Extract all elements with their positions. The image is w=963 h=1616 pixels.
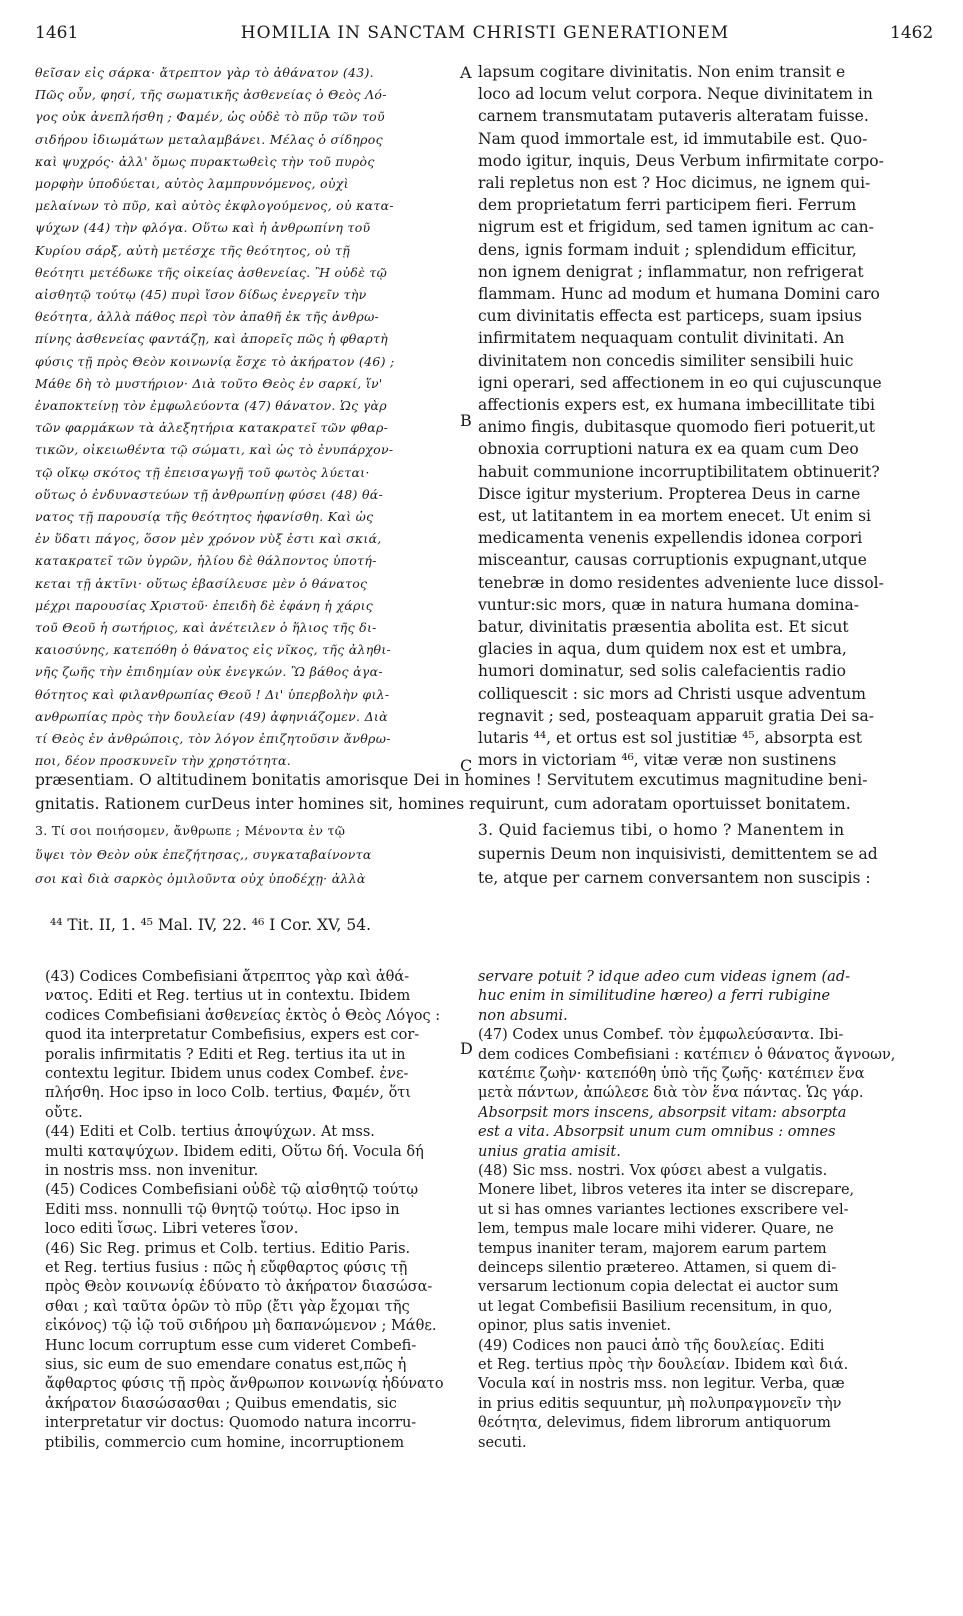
latin-text-line: animo fingis, dubitasque quomodo fieri potuerit,ut [478,418,875,437]
latin-text-line: colliquescit : sic mors ad Christi usque adventum [478,684,866,703]
greek-text-line: θεότητι μετέδωκε τῆς οἰκείας ἀσθενείας. Ἢ οὐδὲ τῷ [35,264,388,280]
latin-text-line: dem proprietatum ferri participem fieri. Ferrum [478,196,857,215]
margin-marker-b: B [460,411,472,430]
footnote-line: multi καταψύχων. Ibidem editi, Οὕτω δή. Vocula δή [45,1143,424,1160]
latin-text-line: regnavit ; sed, posteaquam apparuit gratia Dei sa- [478,706,874,725]
latin-text-line: carnem transmutatam putaveris alteratam fuisse. [478,107,869,126]
greek-text-line: νατος τῇ παρουσίᾳ τῆς θεότητος ἠφανίσθη. Καὶ ὡς [35,509,374,524]
greek-text-line: Κυρίου σάρξ, αὐτὴ μετέσχε τῆς θεότητος, οὐ τῇ [35,242,351,258]
footnote-line: loco editi ἴσως. Libri veteres ἴσον. [45,1221,299,1238]
latin-text-line: loco ad locum velut corpora. Neque divinitatem in [478,85,873,104]
latin-text-line: divinitatem non concedis similiter sensibili huic [478,351,854,370]
footnote-line: tempus inaniter teram, majorem earum partem [478,1240,827,1257]
latin-text-line: dens, ignis formam induit ; splendidum efficitur, [478,240,857,259]
footnote-line: servare potuit ? idque adeo cum videas ignem (ad- [478,969,851,985]
greek-text-line: μελαίνων τὸ πῦρ, καὶ αὐτὸς ἐκφλογούμενος, οὐ κατα- [35,198,394,214]
greek-text-line: θεῖσαν εἰς σάρκα· ἄτρεπτον γὰρ τὸ ἀθάνατον (43). [35,65,374,80]
greek-text-line: φύσις τῇ πρὸς Θεὸν κοινωνίᾳ ἔσχε τὸ ἀκήρατον (46) ; [35,353,395,369]
latin-text-line: Nam quod immortale est, id immutabile est. Quo- [478,129,868,148]
footnote-line: quod ita interpretatur Combefisius, expers est cor- [45,1027,420,1044]
running-title: HOMILIA IN SANCTAM CHRISTI GENERATIONEM [240,23,730,43]
section-3-latin: te, atque per carnem conversantem non suscipis : [478,869,871,887]
greek-text-line: τικῶν, οἰκειωθέντα τῷ σώματι, καὶ ὡς τὸ ἐνυπάρχον- [35,442,394,458]
footnote-line: Monere libet, libros veteres ita inter se discrepare, [478,1182,855,1199]
footnote-line: σθαι ; καὶ ταῦτα ὁρῶν τὸ πῦρ (ἔτι γὰρ ἔχομαι τῆς [45,1298,410,1315]
page-number-left: 1461 [35,23,79,43]
footnote-line: (48) Sic mss. nostri. Vox φύσει abest a vulgatis. [478,1163,828,1179]
latin-text-line: flammam. Hunc ad modum et humana Domini caro [478,285,880,303]
footnote-line: Editi mss. nonnulli τῷ θνητῷ τούτῳ. Hoc ipso in [45,1201,400,1218]
footnote-line: contextu legitur. Ibidem unus codex Combef. ἐνε- [45,1066,409,1082]
greek-text-line: μέχρι παρουσίας Χριστοῦ· ἐπειδὴ δὲ ἐφάνη ἡ χάρις [35,597,374,613]
section-3-greek: 3. Τί σοι ποιήσομεν, ἄνθρωπε ; Μένοντα ἐν τῷ [35,823,346,838]
footnote-line: Vocula καί in nostris mss. non legitur. Verba, quæ [478,1376,845,1393]
latin-text-line: affectionis expers est, ex humana imbecillitate tibi [478,396,875,414]
latin-text-line: igni operari, sed affectionem in eo qui cujuscunque [478,373,882,392]
greek-text-line: ανθρωπίας πρὸς τὴν δουλείαν (49) ἀφηνιάζομεν. Διὰ [35,708,388,724]
footnote-line: et Reg. tertius fusius : πῶς ἡ εὔφθαρτος φύσις τῇ [45,1260,408,1276]
greek-text-line: σιδήρου ἰδιωμάτων μεταλαμβάνει. Μέλας ὁ σίδηρος [35,131,383,147]
greek-text-line: θεότητα, ἀλλὰ πάθος περὶ τὸν ἀπαθῆ ἐκ τῆς ἀνθρω- [35,309,380,325]
footnote-line: dem codices Combefisiani : κατέπιεν ὁ θάνατος ἄγνοων, [478,1046,896,1063]
latin-text-line: rali repletus non est ? Hoc dicimus, ne ignem qui- [478,174,871,192]
footnote-line: Absorpsit mors inscens, absorpsit vitam: absorpta [478,1104,847,1121]
footnote-line: μετὰ πάντων, ἀπώλεσε διὰ τὸν ἕνα πάντας. Ὡς γάρ. [478,1085,864,1102]
section-3-latin: 3. Quid faciemus tibi, o homo ? Manentem in [478,821,845,839]
greek-text-line: οὕτως ὁ ἐνδυναστεύων τῇ ἀνθρωπίνῃ φύσει (48) θά- [35,486,384,502]
footnote-line: (44) Editi et Colb. tertius ἀποψύχων. At mss. [45,1124,375,1141]
latin-text-line: batur, divinitatis præsentia abolita est. Et sicut [478,618,849,636]
footnote-line: codices Combefisiani ἀσθενείας ἐκτὸς ὁ Θεὸς Λόγος : [45,1007,441,1024]
greek-text-line: πίνης ἀσθενείας φαντάζῃ, καὶ ἀπορεῖς πῶς ἡ φθαρτὴ [35,331,389,347]
latin-text-line: modo igitur, inquis, Deus Verbum infirmitate corpo- [478,151,884,170]
latin-text-line: Disce igitur mysterium. Propterea Deus in carne [478,484,861,503]
footnote-line: κατέπιε ζωὴν· κατεπόθη ὑπὸ τῆς ζωῆς· κατέπιεν ἕνα [478,1066,865,1082]
latin-text-line: non ignem denigrat ; inflammatur, non refrigerat [478,262,864,281]
greek-text-line: ψύχων (44) τὴν φλόγα. Οὕτω καὶ ἡ ἀνθρωπίνη τοῦ [35,220,371,236]
page-number-right: 1462 [890,23,934,43]
greek-text-line: Μάθε δὴ τὸ μυστήριον· Διὰ τοῦτο Θεὸς ἐν σαρκί, ἵν' [35,375,383,391]
greek-text-line: γος οὐκ ἀνεπλήσθη ; Φαμέν, ὡς οὐδὲ τὸ πῦρ τῶν τοῦ [35,109,385,125]
latin-text-line: glacies in aqua, dum quidem nox est et umbra, [478,640,847,659]
greek-text-line: τοῦ Θεοῦ ἡ σωτήριος, καὶ ἀνέτειλεν ὁ ἥλιος τῆς δι- [35,620,377,635]
footnote-line: poralis infirmitatis ? Editi et Reg. tertius ita ut in [45,1046,406,1063]
latin-text-line: medicamenta venenis expellendis idonea corpori [478,529,863,548]
footnote-line: οὔτε. [45,1104,83,1121]
latin-text-line: obnoxia corruptioni natura ex ea quam cum Deo [478,440,859,459]
margin-marker-d: D [460,1039,473,1058]
latin-text-line: misceantur, causas corruptionis expugnant,utque [478,551,867,570]
greek-text-line: τί Θεὸς ἐν ἀνθρώποις, τὸν λόγον ἐπιζητοῦσιν ἄνθρω- [35,731,391,746]
latin-text-line: mors in victoriam ⁴⁶, vitæ veræ non sustinens [478,751,837,770]
latin-text-line: cum divinitatis effecta est particeps, suam ipsius [478,307,862,326]
section-3-greek: ὕψει τὸν Θεὸν οὐκ ἐπεζήτησας,, συγκαταβαίνοντα [35,847,372,862]
greek-text-line: ἐναποκτείνῃ τὸν ἐμφωλεύοντα (47) θάνατον. Ὡς γὰρ [35,398,387,413]
latin-text-line: est, ut latitantem in ea mortem enecet. Ut enim si [478,507,872,525]
greek-text-line: θότητος καὶ φιλανθρωπίας Θεοῦ ! Δι' ὑπερβολὴν φιλ- [35,686,390,702]
footnote-line: versarum lectionum copia delectat ei auctor sum [478,1279,839,1296]
greek-text-line: τῷ οἴκῳ σκότος τῇ ἐπεισαγωγῇ τοῦ φωτὸς λύεται· [35,464,370,480]
footnote-line: lem, tempus male locare mihi viderer. Quare, ne [478,1221,834,1238]
greek-text-line: μορφὴν ὑποδύεται, αὐτὸς λαμπρυνόμενος, οὐχὶ [35,176,349,191]
footnote-line: unius gratia amisit. [478,1143,621,1160]
footnote-line: in prius editis sequuntur, μὴ πολυπραγμονεῖν τὴν [478,1395,842,1412]
margin-marker-a: A [460,63,472,82]
greek-text-line: ποι, δέον προσκυνεῖν τὴν χρηστότητα. [35,753,292,769]
footnote-line: πρὸς Θεὸν κοινωνίᾳ ἐδύνατο τὸ ἀκήρατον διασώσα- [45,1279,433,1296]
greek-text-line: τῶν φαρμάκων τὰ ἀλεξητήρια κατακρατεῖ τῶν φθαρ- [35,420,389,436]
footnote-line: interpretatur vir doctus: Quomodo natura incorru- [45,1415,417,1432]
footnote-line: non absumi. [478,1007,568,1024]
margin-marker-c: C [460,756,473,775]
full-width-line: gnitatis. Rationem curDeus inter homines sit, homines requirunt, cum adoratam oportuisset bonitatem. [35,795,851,813]
latin-text-line: infirmitatem nequaquam contulit divinitati. An [478,329,845,348]
footnote-line: εἰκόνος) τῷ ἰῷ τοῦ σιδήρου μὴ δαπανώμενον ; Μάθε. [45,1318,437,1335]
footnote-line: huc enim in similitudine hæreo) a ferri rubigine [478,988,831,1005]
footnote-line: Hunc locum corruptum esse cum videret Combefi- [45,1337,417,1354]
greek-text-line: καὶ ψυχρός· ἀλλ' ὅμως πυρακτωθεὶς τὴν τοῦ πυρὸς [35,153,375,169]
footnote-line: (46) Sic Reg. primus et Colb. tertius. Editio Paris. [45,1240,411,1257]
latin-text-line: vuntur:sic mors, quæ in natura humana domina- [478,595,860,614]
footnote-line: ut si has omnes variantes lectiones exscribere vel- [478,1201,849,1218]
footnote-line: ἄφθαρτος φύσις τῇ πρὸς ἄνθρωπον κοινωνίᾳ ἠδύνατο [45,1376,444,1393]
latin-text-line: habuit communione incorruptibilitatem obtinuerit? [478,462,880,481]
greek-text-line: κεται τῇ ἀκτῖνι· οὕτως ἐβασίλευσε μὲν ὁ θάνατος [35,575,368,591]
footnote-line: θεότητα, delevimus, fidem librorum antiquorum [478,1415,831,1432]
footnote-line: et Reg. tertius πρὸς τὴν δουλείαν. Ibidem καὶ διά. [478,1357,849,1373]
latin-text-line: nigrum est et frigidum, sed tamen ignitum ac can- [478,218,874,237]
footnote-line: νατος. Editi et Reg. tertius ut in contextu. Ibidem [45,988,411,1005]
section-3-latin: supernis Deum non inquisivisti, demittentem se ad [478,845,878,863]
footnote-line: secuti. [478,1434,527,1451]
greek-text-line: νῆς ζωῆς τὴν ἐπιδημίαν οὐκ ἐνεγκών. Ὢ βάθος ἀγα- [35,664,383,680]
footnote-line: (49) Codices non pauci ἀπὸ τῆς δουλείας. Editi [478,1337,825,1354]
latin-text-line: tenebræ in domo residentes adveniente luce dissol- [478,573,884,592]
footnote-line: (45) Codices Combefisiani οὐδὲ τῷ αἰσθητῷ τούτῳ [45,1182,419,1199]
footnote-line: opinor, plus satis inveniet. [478,1318,671,1335]
greek-text-line: ἐν ὕδατι πάγος, ὅσον μὲν χρόνον νὺξ ἐστι καὶ σκιά, [35,531,382,547]
footnote-line: ἀκήρατον διασώσασθαι ; Quibus emendatis, sic [45,1395,397,1412]
full-width-line: præsentiam. O altitudinem bonitatis amorisque Dei in homines ! Servitutem excutimus magnitudine beni- [35,771,868,789]
greek-text-line: καιοσύνης, κατεπόθη ὁ θάνατος εἰς νῖκος, τῆς ἀληθι- [35,642,392,658]
latin-text-line: lapsum cogitare divinitatis. Non enim transit e [478,63,846,81]
latin-text-line: humori dominatur, sed solis calefacientis radio [478,662,847,681]
footnote-line: in nostris mss. non invenitur. [45,1163,259,1179]
footnote-line: deinceps silentio prætereo. Attamen, si quem di- [478,1260,837,1276]
footnote-line: est a vita. Absorpsit unum cum omnibus : omnes [478,1124,836,1141]
footnote-line: (47) Codex unus Combef. τὸν ἐμφωλεύσαντα. Ibi- [478,1027,844,1044]
footnote-line: ut legat Combefisii Basilium recensitum, in quo, [478,1298,833,1315]
footnote-line: sius, sic eum de suo emendare conatus est,πῶς ἡ [45,1357,407,1373]
footnote-line: ptibilis, commercio cum homine, incorruptionem [45,1434,405,1451]
greek-text-line: αἰσθητῷ τούτῳ (45) πυρὶ ἴσον δίδως ἐνεργεῖν τὴν [35,287,367,302]
scripture-references: ⁴⁴ Tit. II, 1. ⁴⁵ Mal. IV, 22. ⁴⁶ I Cor. XV, 54. [50,916,372,934]
greek-text-line: Πῶς οὖν, φησί, τῆς σωματικῆς ἀσθενείας ὁ Θεὸς Λό- [35,87,387,103]
footnote-line: (43) Codices Combefisiani ἄτρεπτος γὰρ καὶ ἀθά- [45,969,410,985]
section-3-greek: σοι καὶ διὰ σαρκὸς ὁμιλοῦντα οὐχ ὑποδέχῃ· ἀλλὰ [35,871,366,886]
latin-text-line: lutaris ⁴⁴, et ortus est sol justitiæ ⁴⁵, absorpta est [478,729,862,747]
greek-text-line: κατακρατεῖ τῶν ὑγρῶν, ἡλίου δὲ θάλποντος ὑποτή- [35,553,377,569]
footnote-line: πλήσθη. Hoc ipso in loco Colb. tertius, Φαμέν, ὅτι [45,1085,412,1102]
